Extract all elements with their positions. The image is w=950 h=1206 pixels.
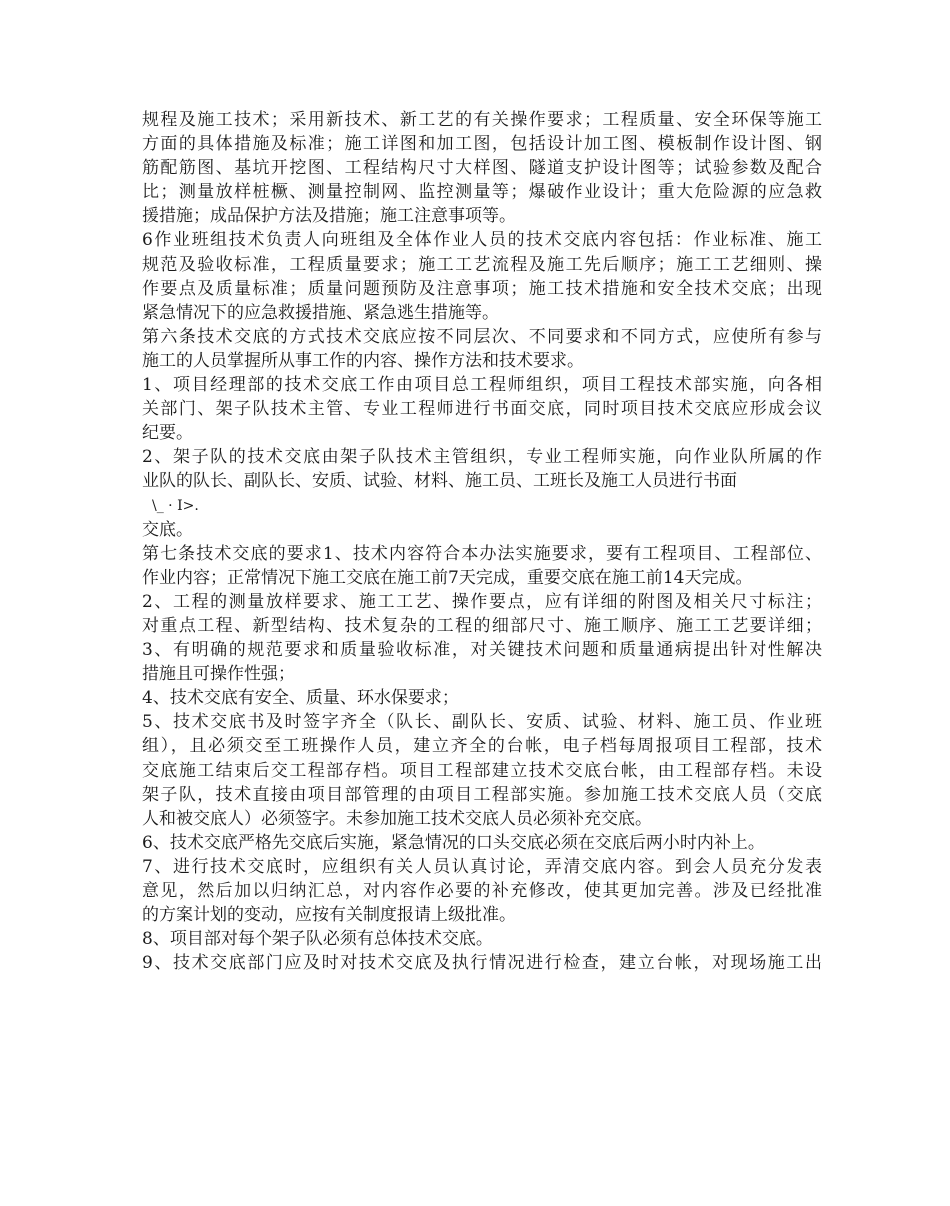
text-line: 人和被交底人）必须签字。未参加施工技术交底人员必须补充交底。	[142, 808, 652, 829]
text-line: 交底。	[142, 519, 193, 540]
text-line: 方面的具体措施及标准；施工详图和加工图，包括设计加工图、模板制作设计图、钢	[142, 134, 822, 155]
text-line: 规程及施工技术；采用新技术、新工艺的有关操作要求；工程质量、安全环保等施工	[142, 110, 822, 130]
text-line: 对重点工程、新型结构、技术复杂的工程的细部尺寸、施工顺序、施工工艺要详细；	[142, 615, 822, 636]
text-line: 援措施；成品保护方法及措施；施工注意事项等。	[142, 206, 516, 227]
text-line: 第六条技术交底的方式技术交底应按不同层次、不同要求和不同方式，应使所有参与	[142, 326, 822, 347]
text-line: 9、技术交底部门应及时对技术交底及执行情况进行检查，建立台帐，对现场施工出	[142, 953, 822, 974]
text-line: 7、进行技术交底时，应组织有关人员认真讨论，弄清交底内容。到会人员充分发表	[142, 856, 822, 877]
document-body	[142, 108, 822, 975]
text-line: 筋配筋图、基坑开挖图、工程结构尺寸大样图、隧道支护设计图等；试验参数及配合	[142, 158, 822, 179]
text-line: 规范及验收标准，工程质量要求；施工工艺流程及施工先后顺序；施工工艺细则、操	[142, 254, 822, 275]
text-line: 的方案计划的变动，应按有关制度报请上级批准。	[142, 905, 516, 926]
text-line: 交底施工结束后交工程部存档。项目工程部建立技术交底台帐，由工程部存档。未设	[142, 760, 822, 781]
text-line: 1、项目经理部的技术交底工作由项目总工程师组织，项目工程技术部实施，向各相	[142, 375, 822, 396]
text-line: 意见，然后加以归纳汇总，对内容作必要的补充修改，使其更加完善。涉及已经批准	[142, 881, 822, 901]
text-line: 作要点及质量标准；质量问题预防及注意事项；施工技术措施和安全技术交底；出现	[142, 278, 822, 299]
text-line: 业队的队长、副队长、安质、试验、材料、施工员、工班长及施工人员进行书面	[142, 471, 737, 492]
text-line: 施工的人员掌握所从事工作的内容、操作方法和技术要求。	[142, 350, 584, 371]
text-line: 2、架子队的技术交底由架子队技术主管组织，专业工程师实施，向作业队所属的作	[142, 447, 822, 468]
text-line: 第七条技术交底的要求1、技术内容符合本办法实施要求，要有工程项目、工程部位、	[142, 543, 822, 564]
text-line: 组），且必须交至工班操作人员，建立齐全的台帐，电子档每周报项目工程部，技术	[142, 736, 822, 757]
text-line: 3、有明确的规范要求和质量验收标准，对关键技术问题和质量通病提出针对性解决	[142, 640, 822, 661]
text-line: 6、技术交底严格先交底后实施，紧急情况的口头交底必须在交底后两小时内补上。	[142, 832, 765, 853]
text-line: 4、技术交底有安全、质量、环水保要求；	[142, 688, 459, 709]
text-line: 措施且可操作性强；	[142, 664, 295, 685]
scan-artifact: \_ · I>.	[152, 497, 199, 514]
text-line: 关部门、架子队技术主管、专业工程师进行书面交底，同时项目技术交底应形成会议	[142, 399, 822, 420]
text-line: 比；测量放样桩橛、测量控制网、监控测量等；爆破作业设计；重大危险源的应急救	[142, 182, 822, 203]
text-line: 6作业班组技术负责人向班组及全体作业人员的技术交底内容包括：作业标准、施工	[142, 230, 822, 251]
text-line: 作业内容；正常情况下施工交底在施工前7天完成，重要交底在施工前14天完成。	[142, 567, 753, 588]
text-line: 5、技术交底书及时签字齐全（队长、副队长、安质、试验、材料、施工员、作业班	[142, 712, 822, 733]
text-line: 纪要。	[142, 423, 193, 444]
text-line: 紧急情况下的应急救援措施、紧急逃生措施等。	[142, 302, 499, 323]
text-line: 架子队，技术直接由项目部管理的由项目工程部实施。参加施工技术交底人员（交底	[142, 784, 822, 805]
text-line: 8、项目部对每个架子队必须有总体技术交底。	[142, 929, 493, 950]
text-line: 2、工程的测量放样要求、施工工艺、操作要点，应有详细的附图及相关尺寸标注；	[142, 591, 822, 612]
